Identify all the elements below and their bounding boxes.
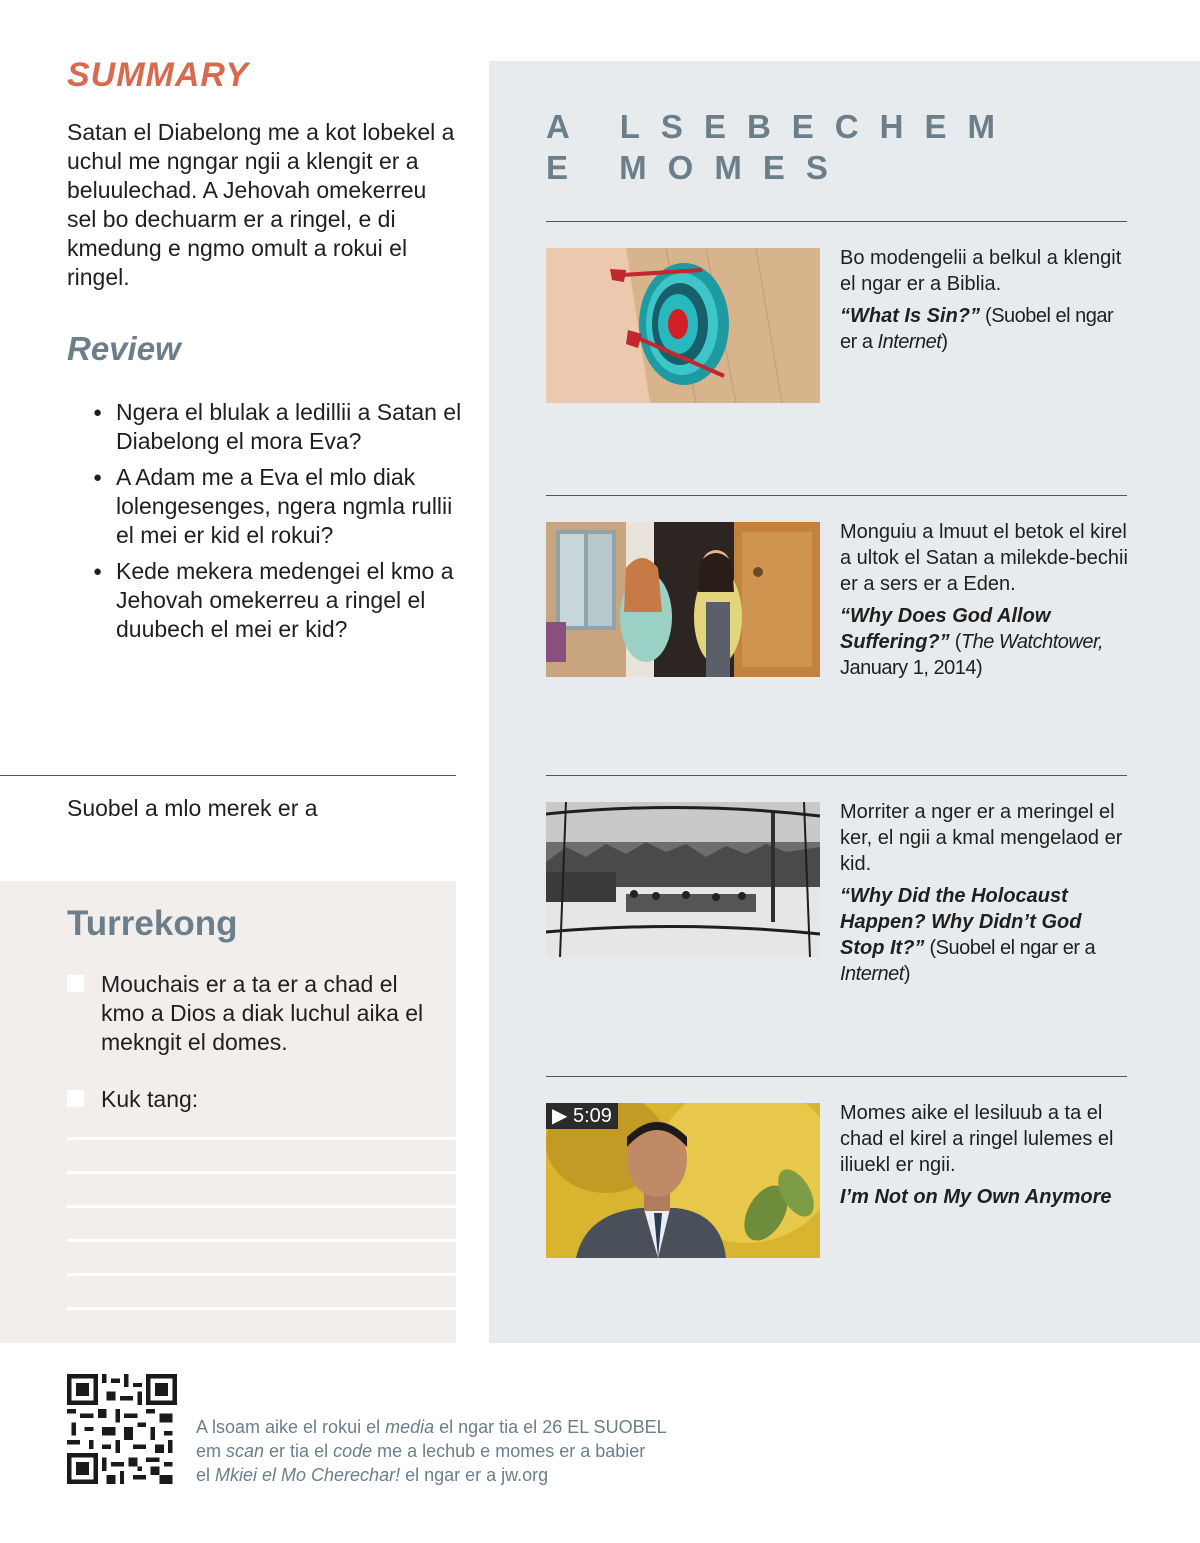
write-line[interactable] [67,1171,456,1174]
divider [546,1076,1127,1077]
goal-checkbox[interactable] [67,1090,84,1107]
entry-reference[interactable] [840,303,1130,355]
goal-item [67,970,427,1057]
write-line[interactable] [67,1307,456,1310]
summary-title: SUMMARY [67,56,250,94]
play-icon: ▶ [552,1105,568,1127]
more-label: Suobel a mlo merek er a [67,795,318,821]
video-duration: 5:09 [572,1105,612,1127]
divider [546,775,1127,776]
entry-reference[interactable] [840,883,1130,987]
entry-reference[interactable] [840,603,1130,681]
review-question: ● A Adam me a Eva el mlo diak lolengesenges, ngera ngmla rullii el mei er kid el rokui? [93,463,463,550]
explore-title-line: A LSEBECHEM [546,108,1016,145]
footer-text [196,1415,667,1487]
footer-text-italic: scan [226,1441,265,1461]
entry-reference-source-italic: Internet [877,331,942,353]
footer-line [196,1463,667,1487]
entry-reference-title[interactable]: “Why Did the Holocaust Happen? Why Didn’t God Stop It?” [840,885,1082,959]
entry-reference-source-italic: Internet [840,963,904,985]
review-question: ● Ngera el blulak a ledillii a Satan el Diabelong el mora Eva? [93,398,463,456]
footer-text-part: el ngar er a jw.org [400,1465,549,1485]
entry-description: Morriter a nger er a meringel el ker, el ngii a kmal mengelaod er kid. [840,801,1123,875]
goals-title: Turrekong [67,904,238,943]
goal-text: Mouchais er a ta er a chad el kmo a Dios a diak luchul aika el mekngit el domes. [101,971,424,1055]
footer-line [196,1415,667,1439]
entry-reference-source: ( [949,631,961,653]
video-duration-badge[interactable] [546,1103,618,1129]
explore-title-line: E MOMES [546,149,849,186]
concentration-camp-photo[interactable] [546,802,820,957]
footer-text-part: A lsoam aike el rokui el [196,1417,386,1437]
footer-text-italic: code [333,1441,373,1461]
write-line[interactable] [67,1137,456,1140]
entry-reference-source: (Suobel el ngar er a [840,305,1114,353]
explore-entry [840,1100,1130,1210]
footer-text-part: me a lechub e momes er a babier [372,1441,646,1461]
two-women-at-door-image[interactable] [546,522,820,677]
entry-reference-title[interactable]: “Why Does God Allow Suffering?” [840,605,1051,653]
entry-reference-source-end: ) [903,963,910,985]
entry-reference-title[interactable]: “What Is Sin?” [840,305,980,327]
target-with-arrows-image[interactable] [546,248,820,403]
goal-checkbox[interactable] [67,975,84,992]
explore-entry [840,799,1130,987]
entry-reference-source-end: ) [941,331,948,353]
footer-line [196,1439,667,1463]
goal-item [67,1085,427,1114]
explore-entry [840,245,1130,355]
footer-text-italic: media [385,1417,435,1437]
entry-description: Momes aike el lesiluub a ta el chad el kirel a ringel lulemes el iliuekl er ngii. [840,1102,1114,1176]
footer-text-italic: Mkiei el Mo Cherechar! [215,1465,401,1485]
write-line[interactable] [67,1239,456,1242]
summary-text: Satan el Diabelong me a kot lobekel a uchul me ngngar ngii a klengit er a beluulechad. A Jehovah omekerreu sel bo dechuarm er a ringel, e di kmedung e ngmo omult a rokui el ringel. [67,119,455,290]
divider [546,495,1127,496]
write-line[interactable] [67,1205,456,1208]
divider [546,221,1127,222]
footer-text-part: el ngar tia el [434,1417,543,1437]
entry-description: Bo modengelii a belkul a klengit el ngar er a Biblia. [840,247,1122,295]
divider [0,775,456,776]
footer-text-part: em [196,1441,227,1461]
footer-text-part: 26 EL SUOBEL [542,1417,667,1437]
entry-reference-source-end: January 1, 2014) [840,657,983,679]
review-list [93,398,463,651]
goal-text: Kuk tang: [101,1086,199,1112]
review-question: ● Kede mekera medengei el kmo a Jehovah omekerreu a ringel el duubech el mei er kid? [93,557,463,644]
entry-reference-title[interactable]: I’m Not on My Own Anymore [840,1186,1112,1208]
footer-text-part: er tia el [264,1441,334,1461]
qr-code[interactable] [67,1374,177,1484]
entry-reference-source: (Suobel el ngar er a [924,937,1096,959]
write-line[interactable] [67,1273,456,1276]
explore-title [546,106,1016,188]
entry-reference[interactable] [840,1184,1130,1210]
entry-description: Monguiu a lmuut el betok el kirel a ultok el Satan a milekde-bechii er a sers er a Eden. [840,521,1128,595]
explore-entry [840,519,1130,681]
entry-reference-source-italic: The Watchtower, [960,631,1104,653]
footer-text-part: el [196,1465,216,1485]
man-portrait-video-thumbnail[interactable] [546,1103,820,1258]
review-title: Review [67,330,181,367]
